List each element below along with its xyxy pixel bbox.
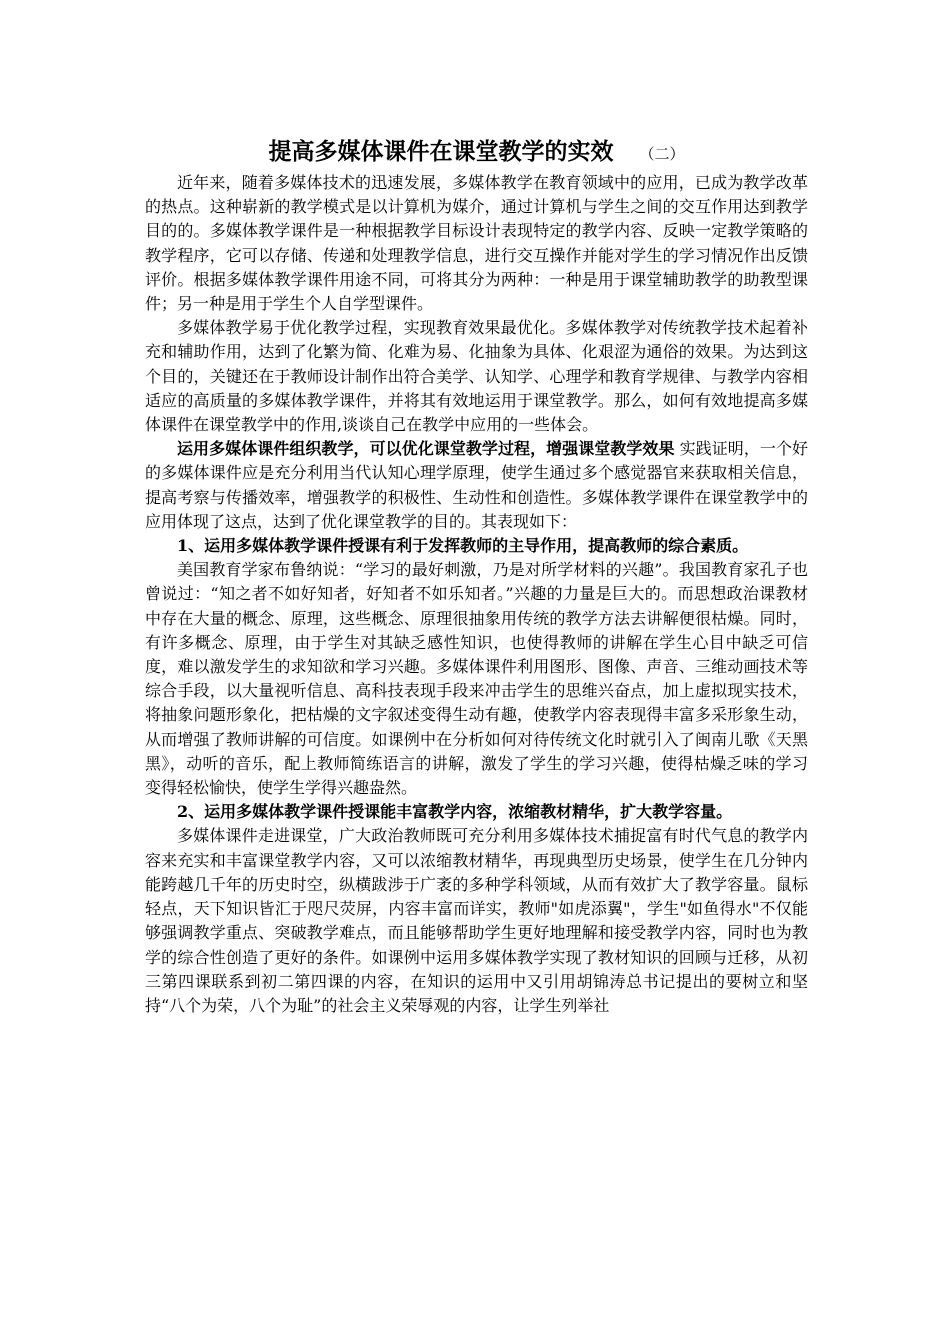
- document-title: [145, 135, 808, 169]
- document-page: [145, 135, 808, 1018]
- section1-heading: 运用多媒体课件组织教学，可以优化课堂教学过程，增强课堂教学效果: [177, 439, 675, 459]
- section1-body: 实践证明，一个好的多媒体课件应是充分利用当代认知心理学原理，使学生通过多个感觉器官来获取相关信息，提高考察与传播效率，增强教学的积极性、生动性和创造性。多媒体教学课件在课堂教学中的应用体现了这点，达到了优化课堂教学的目的。其表现如下：: [145, 439, 808, 531]
- heading-2: 2、运用多媒体教学课件授课能丰富教学内容，浓缩教材精华，扩大教学容量。: [177, 802, 733, 822]
- paragraph-interest: 美国教育学家布鲁纳说：“学习的最好刺激，乃是对所学材料的兴趣”。我国教育家孔子也曾说过：“知之者不如好知者，好知者不如乐知者。”兴趣的力量是巨大的。而思想政治课教材中存在大量的概念、原理，这些概念、原理很抽象用传统的教学方法去讲解便很枯燥。同时，有许多概念、原理，由于学生对其缺乏感性知识，也使得教师的讲解在学生心目中缺乏可信度，难以激发学生的求知欲和学习兴趣。多媒体课件利用图形、图像、声音、三维动画技术等综合手段，以大量视听信息、高科技表现手段来冲击学生的思维兴奋点，加上虚拟现实技术，将抽象问题形象化，把枯燥的文字叙述变得生动有趣，使教学内容表现得丰富多采形象生动，从而增强了教师讲解的可信度。如课例中在分析如何对待传统文化时就引入了闽南儿歌《天黑黑》，动听的音乐，配上教师简练语言的讲解，激发了学生的学习兴趣，使得枯燥乏味的学习变得轻松愉快，使学生学得兴趣盎然。: [145, 560, 808, 798]
- paragraph-optimization: 多媒体教学易于优化教学过程，实现教育效果最优化。多媒体教学对传统教学技术起着补充和辅助作用，达到了化繁为简、化难为易、化抽象为具体、化艰涩为通俗的效果。为达到这个目的，关键还在于教师设计制作出符合美学、认知学、心理学和教育学规律、与教学内容相适应的高质量的多媒体教学课件，并将其有效地运用于课堂教学。那么，如何有效地提高多媒体课件在课堂教学中的作用,谈谈自己在教学中应用的一些体会。: [145, 318, 808, 435]
- paragraph-section1: [145, 437, 808, 534]
- title-text: 提高多媒体课件在课堂教学的实效: [268, 139, 614, 165]
- heading-1: 1、运用多媒体教学课件授课有利于发挥教师的主导作用，提高教师的综合素质。: [177, 536, 749, 556]
- paragraph-intro: 近年来，随着多媒体技术的迅速发展，多媒体教学在教育领域中的应用，已成为教学改革的热点。这种崭新的教学模式是以计算机为媒介，通过计算机与学生之间的交互作用达到教学目的的。多媒体教学课件是一种根据教学目标设计表现特定的教学内容、反映一定教学策略的教学程序，它可以存储、传递和处理教学信息，进行交互操作并能对学生的学习情况作出反馈评价。根据多媒体教学课件用途不同，可将其分为两种：一种是用于课堂辅助教学的助教型课件；另一种是用于学生个人自学型课件。: [145, 173, 808, 314]
- paragraph-content: 多媒体课件走进课堂，广大政治教师既可充分利用多媒体技术捕捉富有时代气息的教学内容来充实和丰富课堂教学内容，又可以浓缩教材精华，再现典型历史场景，使学生在几分钟内能跨越几千年的历史时空，纵横跋涉于广袤的多种学科领域，从而有效扩大了教学容量。鼠标轻点，天下知识皆汇于咫尺荧屏，内容丰富而详实，教师"如虎添翼"，学生"如鱼得水"不仅能够强调教学重点、突破教学难点，而且能够帮助学生更好地理解和接受教学内容，同时也为教学的综合性创造了更好的条件。如课例中运用多媒体教学实现了教材知识的回顾与迁移，从初三第四课联系到初二第四课的内容，在知识的运用中又引用胡锦涛总书记提出的要树立和坚持“八个为荣，八个为耻”的社会主义荣辱观的内容，让学生列举社: [145, 826, 808, 1015]
- title-suffix: （二）: [639, 145, 685, 163]
